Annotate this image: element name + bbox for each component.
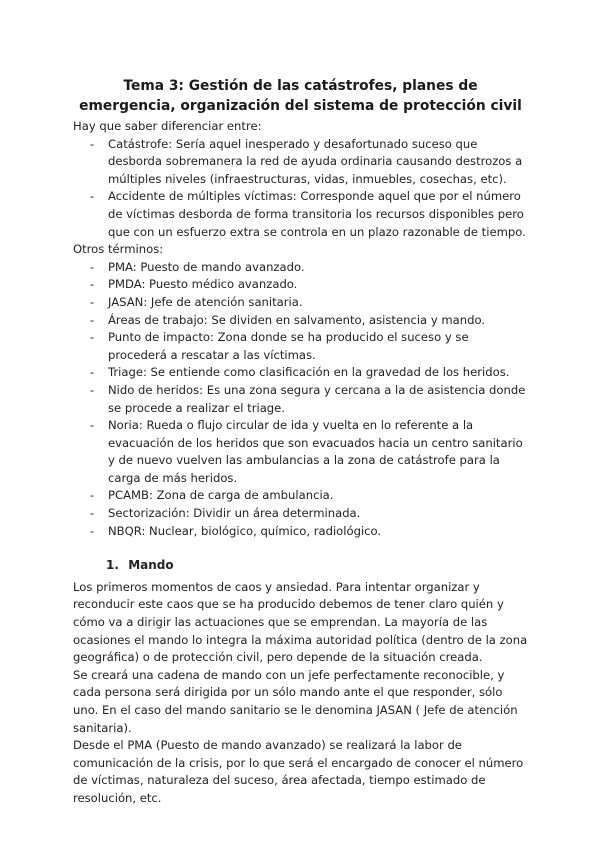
definition-item: - Catástrofe: Sería aquel inesperado y desafortunado suceso que desborda sobremanera la red de ayuda ordinaria causando destrozos a múltiples niveles (infraestructuras, vidas, inmuebles, cosechas, etc).: [73, 136, 528, 189]
section-number: 1.: [106, 558, 119, 573]
term-item: - Triage: Se entiende como clasificación en la gravedad de los heridos.: [73, 364, 528, 382]
term-item: - PCAMB: Zona de carga de ambulancia.: [73, 487, 528, 505]
section-paragraph: Desde el PMA (Puesto de mando avanzado) se realizará la labor de comunicación de la crisis, por lo que será el encargado de conocer el número de víctimas, naturaleza del suceso, área afectada, tiempo estimado de resolución, etc.: [73, 738, 524, 805]
definitions-list: [73, 136, 528, 242]
term-item: - PMDA: Puesto médico avanzado.: [73, 276, 528, 294]
others-label: Otros términos:: [73, 242, 164, 257]
term-item: - Áreas de trabajo: Se dividen en salvamento, asistencia y mando.: [73, 312, 528, 330]
terms-list: [73, 259, 528, 541]
document-title: Tema 3: Gestión de las catástrofes, planes de emergencia, organización del sistema de protección civil: [79, 78, 522, 114]
term-item: - JASAN: Jefe de atención sanitaria.: [73, 294, 528, 312]
term-item: - Sectorización: Dividir un área determinada.: [73, 505, 528, 523]
term-item: - Punto de impacto: Zona donde se ha producido el suceso y se procederá a rescatar a las víctimas.: [73, 329, 528, 364]
section-title: Mando: [128, 558, 174, 573]
term-item: - Noria: Rueda o flujo circular de ida y vuelta en lo referente a la evacuación de los heridos que son evacuados hacia un centro sanitario y de nuevo vuelven las ambulancias a la zona de catástrofe para la carga de más heridos.: [73, 417, 528, 487]
section-paragraph: Se creará una cadena de mando con un jefe perfectamente reconocible, y cada persona será dirigida por un sólo mando ante el que responder, sólo uno. En el caso del mando sanitario se le denomina JASAN ( Jefe de atención sanitaria).: [73, 667, 518, 735]
definition-item: - Accidente de múltiples víctimas: Corresponde aquel que por el número de víctimas desborda de forma transitoria los recursos disponibles pero que con un esfuerzo extra se controla en un plazo razonable de tiempo.: [73, 188, 528, 241]
term-item: - NBQR: Nuclear, biológico, químico, radiológico.: [73, 523, 528, 541]
section-paragraph: Los primeros momentos de caos y ansiedad. Para intentar organizar y reconducir este caos que se ha producido debemos de tener claro quién y cómo va a dirigir las actuaciones que se emprendan. La mayoría de las ocasiones el mando lo integra la máxima autoridad política (dentro de la zona geográfica) o de protección civil, pero depende de la situación creada.: [73, 579, 528, 665]
section-heading: [73, 557, 528, 575]
intro-text: Hay que saber diferenciar entre:: [73, 119, 262, 133]
term-item: - PMA: Puesto de mando avanzado.: [73, 259, 528, 277]
term-item: - Nido de heridos: Es una zona segura y cercana a la de asistencia donde se procede a realizar el triage.: [73, 382, 528, 417]
